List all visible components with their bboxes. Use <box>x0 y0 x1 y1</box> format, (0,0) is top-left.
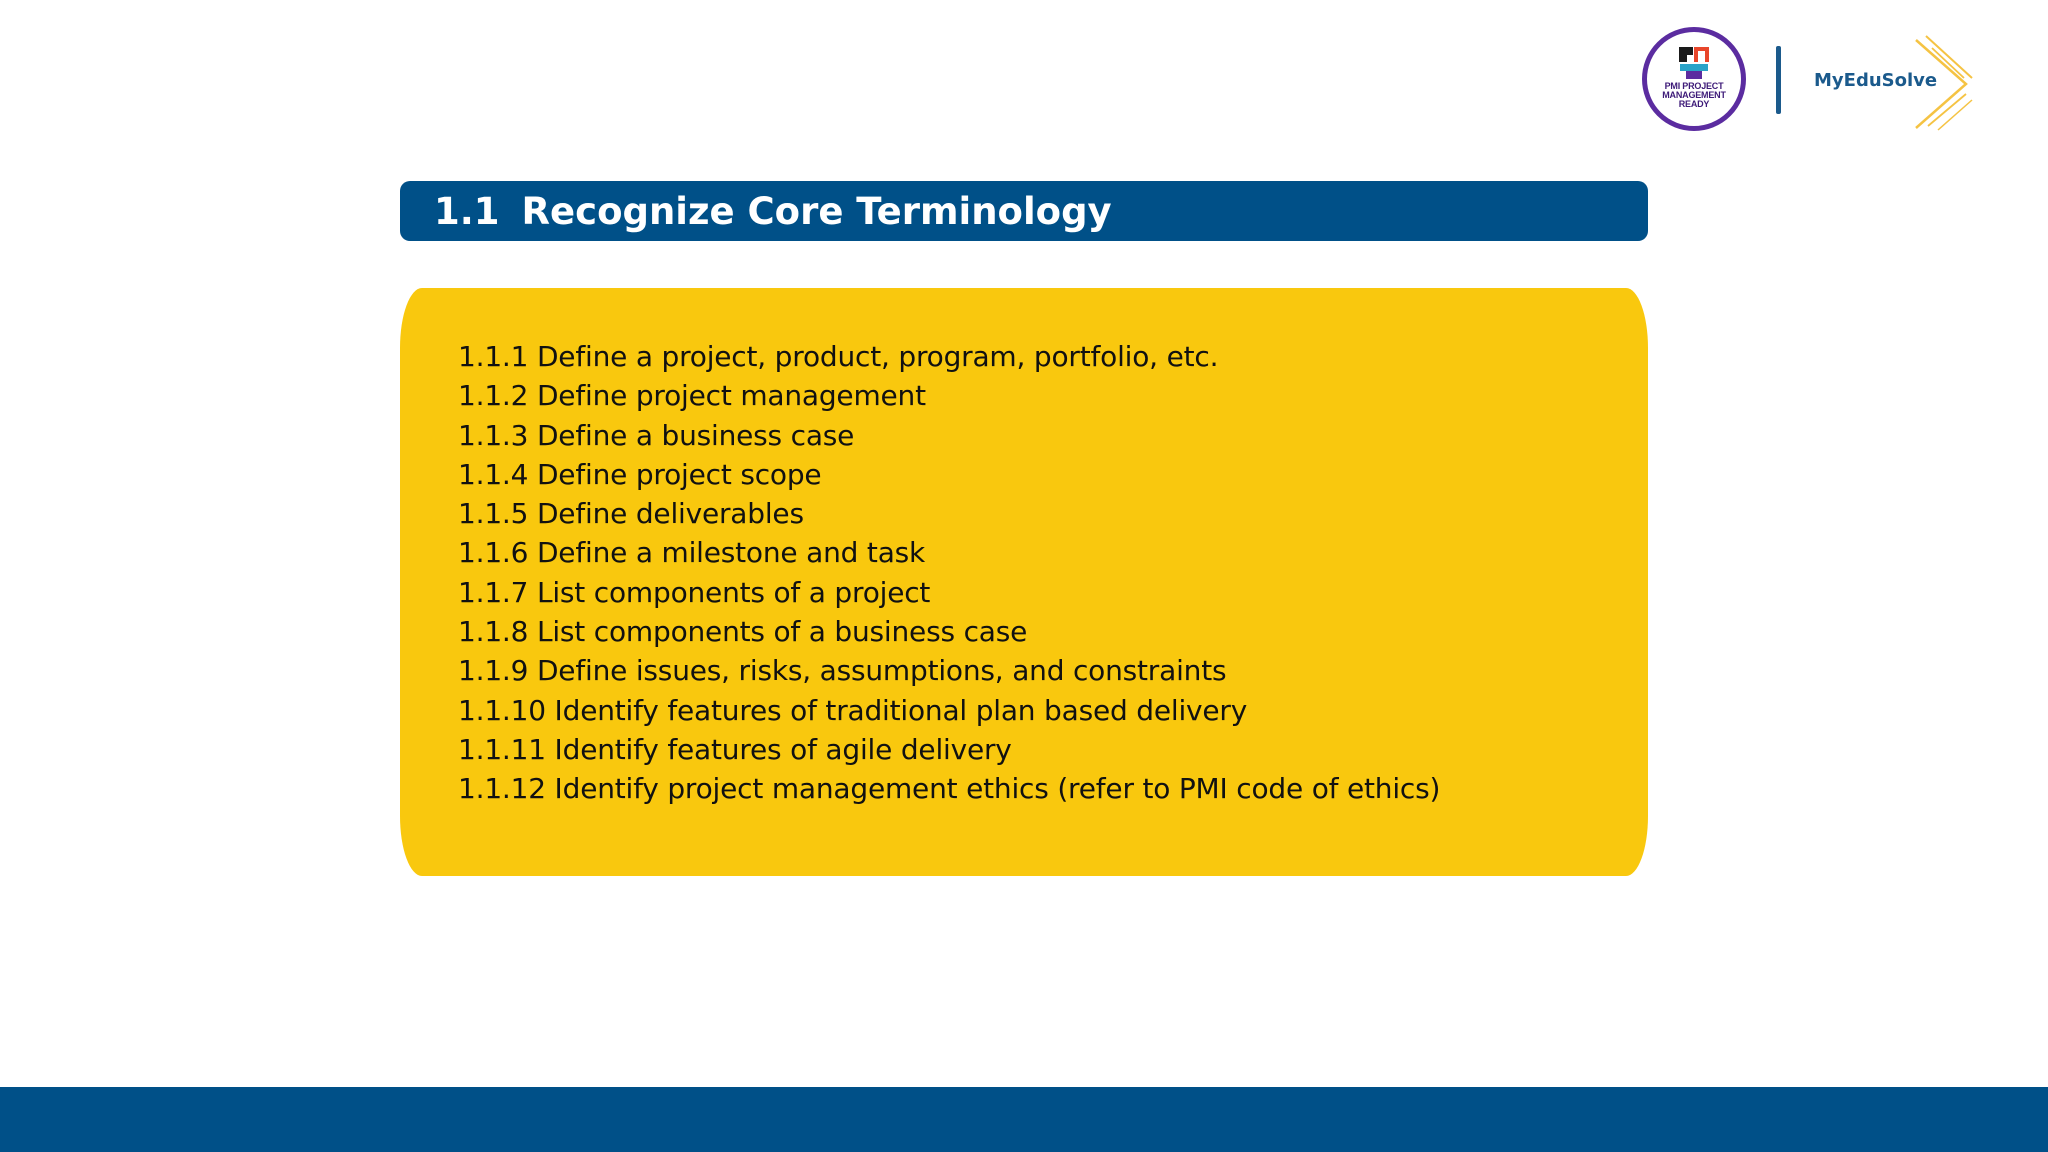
myedusolve-logo-icon <box>1902 34 1974 132</box>
section-title-bar <box>400 181 1648 241</box>
objectives-list <box>458 337 1648 809</box>
objective-item: 1.1.10 Identify features of traditional plan based delivery <box>458 693 1248 727</box>
objective-item: 1.1.6 Define a milestone and task <box>458 536 926 570</box>
section-title: Recognize Core Terminology <box>521 189 1112 233</box>
objective-item: 1.1.8 List components of a business case <box>458 615 1028 649</box>
objective-item: 1.1.1 Define a project, product, program, portfolio, etc. <box>458 340 1219 373</box>
pmi-badge-label: PMI PROJECT MANAGEMENT READY <box>1662 81 1726 109</box>
footer-band <box>0 1087 2048 1152</box>
objective-item: 1.1.3 Define a business case <box>458 418 855 452</box>
objective-item: 1.1.12 Identify project management ethics (refer to PMI code of ethics) <box>458 772 1441 806</box>
section-number: 1.1 <box>434 189 500 233</box>
objective-item: 1.1.9 Define issues, risks, assumptions, and constraints <box>458 654 1227 688</box>
objectives-card <box>400 288 1648 876</box>
logo-divider <box>1776 46 1781 114</box>
objective-item: 1.1.4 Define project scope <box>458 457 822 491</box>
objective-item: 1.1.11 Identify features of agile delivery <box>458 732 1012 766</box>
pmi-logo-icon <box>1678 46 1710 80</box>
objective-item: 1.1.5 Define deliverables <box>458 497 804 531</box>
objective-item: 1.1.2 Define project management <box>458 379 926 413</box>
pmi-project-management-ready-badge <box>1642 27 1746 131</box>
myedusolve-brand-name: MyEduSolve <box>1814 70 1938 91</box>
objective-item: 1.1.7 List components of a project <box>458 575 931 609</box>
